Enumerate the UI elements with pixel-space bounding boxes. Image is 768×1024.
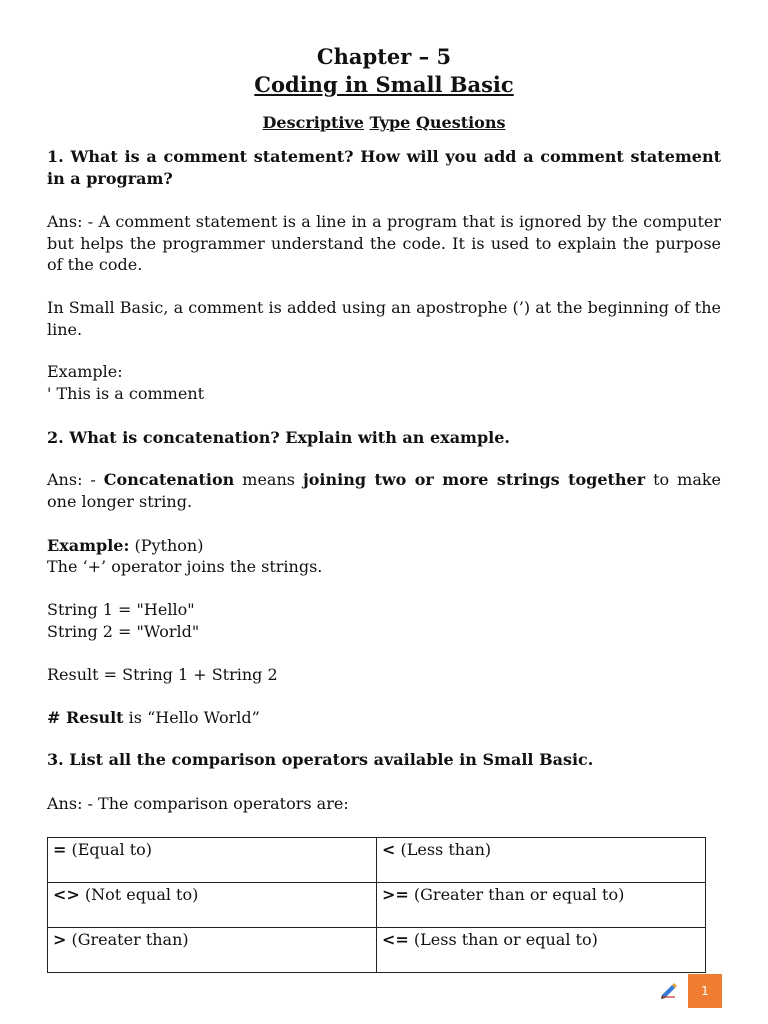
answer-2-definition: joining two or more strings together [302,470,646,489]
comparison-operators-table [47,837,706,973]
section-heading-word-2: Type [369,113,411,132]
operator-description: (Greater than) [71,930,189,949]
answer-2-rest: to make one longer string. [47,470,722,511]
page-number: 1 [688,974,722,1008]
table-row [48,928,706,973]
example-code-1: ' This is a comment [47,384,205,403]
answer-1-paragraph-2: In Small Basic, a comment is added using an apostrophe (’) at the beginning of the line. [47,298,721,339]
table-row [48,883,706,928]
operator-explanation: The ‘+’ operator joins the strings. [47,557,323,576]
question-3: 3. List all the comparison operators available in Small Basic. [47,750,594,769]
answer-2 [47,469,721,512]
pencil-logo-icon [660,981,678,999]
table-cell [377,928,706,973]
operator-description: (Less than) [400,840,492,859]
example-language: (Python) [134,536,204,555]
operator-symbol: <= [382,930,409,949]
operator-description: (Less than or equal to) [413,930,598,949]
result-value: is “Hello World” [128,708,260,727]
result-comment [47,707,721,729]
example-label-1: Example: [47,362,123,381]
table-cell [48,928,377,973]
result-line: Result = String 1 + String 2 [47,665,278,684]
operator-description: (Equal to) [71,840,153,859]
table-cell [377,883,706,928]
table-cell [48,838,377,883]
section-heading-word-1: Descriptive [262,113,364,132]
section-heading-word-3: Questions [415,113,506,132]
page-title: Coding in Small Basic [254,72,514,97]
answer-3: Ans: - The comparison operators are: [47,794,349,813]
operator-description: (Greater than or equal to) [413,885,625,904]
string-2-line: String 2 = "World" [47,622,200,641]
question-2-text: 2. What is concatenation? Explain with an example. [47,428,510,447]
operator-symbol: = [53,840,67,859]
question-1: 1. What is a comment statement? How will you add a comment statement in a program? [47,147,721,188]
string-1-line: String 1 = "Hello" [47,600,195,619]
answer-1: Ans: - A comment statement is a line in a program that is ignored by the computer but helps the programmer understand the code. It is used to explain the purpose of the code. [47,212,721,274]
answer-2-term: Concatenation [103,470,235,489]
operator-symbol: <> [53,885,80,904]
table-cell [377,838,706,883]
result-hash: # Result [47,708,124,727]
operator-symbol: >= [382,885,409,904]
answer-2-means: means [242,470,295,489]
table-row [48,838,706,883]
operator-description: (Not equal to) [84,885,199,904]
table-cell [48,883,377,928]
chapter-heading: Chapter – 5 [316,44,452,69]
section-heading [0,112,768,134]
example-2 [47,535,721,557]
example-label-2: Example: [47,536,130,555]
operator-symbol: < [382,840,396,859]
question-2 [47,427,721,449]
answer-2-prefix: Ans: - [47,470,96,489]
operator-symbol: > [53,930,67,949]
